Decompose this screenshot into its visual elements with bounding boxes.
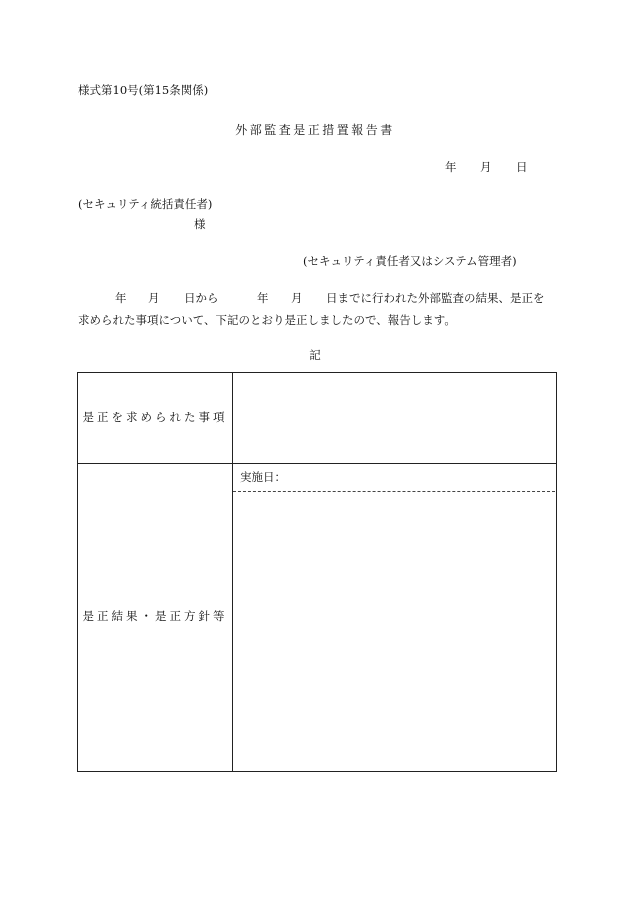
form-number: 様式第10号(第15条関係) [78,83,209,97]
body-day-from-label: 日から [184,291,219,305]
row-label-correction-results: 是正結果・是正方針等 [82,609,228,623]
date-month-label: 月 [480,160,492,174]
report-table [77,372,557,772]
recipient-role: (セキュリティ統括責任者) [78,197,213,211]
document-title: 外部監査是正措置報告書 [235,123,395,137]
body-month-label-1: 月 [148,291,160,305]
body-text-line-2: 求められた事項について、下記のとおり是正しましたので、報告します。 [78,313,456,327]
date-day-label: 日 [516,160,528,174]
body-year-label-2: 年 [257,291,269,305]
body-month-label-2: 月 [291,291,303,305]
ki-heading: 記 [309,348,321,362]
implementation-date-label: 実施日： [240,470,286,484]
body-text-line-1: 日までに行われた外部監査の結果、是正を [326,291,545,305]
recipient-honorific: 様 [194,217,206,231]
row-label-correction-items: 是正を求められた事項 [82,410,228,424]
correction-results-field[interactable] [233,464,556,771]
sender-role: (セキュリティ責任者又はシステム管理者) [303,254,517,268]
body-year-label-1: 年 [115,291,127,305]
correction-items-field[interactable] [233,373,556,463]
date-year-label: 年 [445,160,457,174]
